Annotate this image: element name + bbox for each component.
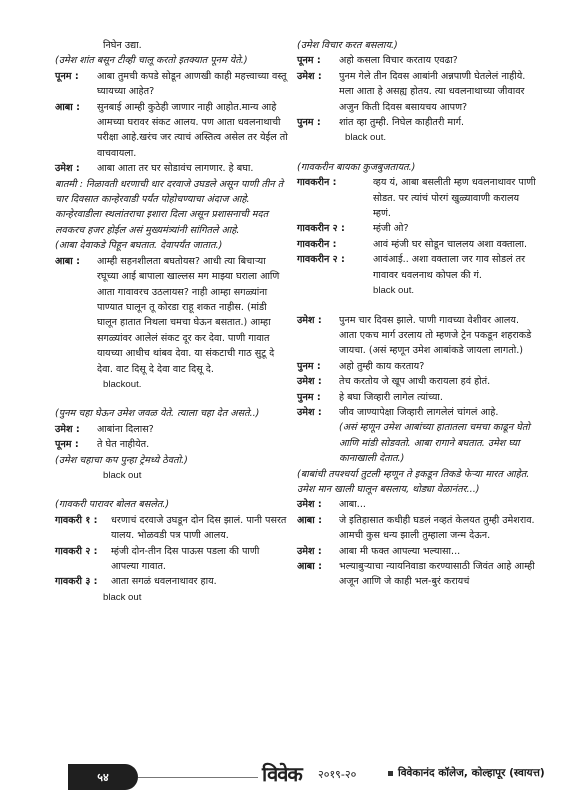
stage-direction: (उमेश विचार करत बसलाय.)	[297, 40, 398, 51]
speaker: उमेश :	[297, 376, 322, 388]
dialogue-text: आवं म्हंजी घर सोडून चाललय अशा वक्ताला.	[373, 238, 528, 250]
dialogue-text: जीव जाण्यापेक्षा जिव्हारी लागलेलं चांगलं आहे.	[339, 406, 499, 418]
dialogue-text: म्हंजी ओ?	[373, 223, 409, 235]
speaker: गावकरीन २ :	[297, 223, 345, 235]
dialogue-text: अहो तुम्ही काय करताय?	[339, 360, 425, 372]
blackout-cue: black out	[103, 591, 142, 603]
speaker: उमेश :	[55, 423, 80, 435]
dialogue-line	[297, 559, 539, 590]
speaker: गावकरीन :	[297, 238, 337, 250]
speaker: उमेश :	[297, 545, 322, 557]
stage-direction: (पुनम चहा घेऊन उमेश जवळ येते. त्याला चहा देत असते..)	[55, 408, 260, 420]
stage-direction: (गावकरी पारावर बोलत बसलेत.)	[55, 499, 170, 511]
dialogue-line	[297, 544, 539, 559]
dialogue-line	[297, 405, 539, 420]
blackout-cue: blackout.	[103, 378, 142, 390]
dialogue-line	[55, 544, 288, 575]
speaker: गावकरी २ :	[55, 545, 98, 557]
stage-direction: (बाबांची तपश्चर्या तुटली म्हणून ते इकडून तिकडे फेऱ्या मारत आहेत. उमेश मान खाली घालून बसलाय, थोड्या वेळानंतर...)	[297, 468, 530, 495]
dialogue-line	[55, 437, 288, 452]
speaker: पूनम :	[297, 55, 321, 67]
dialogue-text: पुनम चार दिवस झाले. पाणी गावच्या वेशीवर आलय. आता एकच मार्ग उरलाय तो म्हणजे ट्रेन पकडून शहराकडे जायचा. (असं म्हणून उमेश आबांकडे जायला लागतो.)	[339, 314, 532, 357]
stage-direction: (उमेश शांत बसून टीव्ही चालू करतो इतक्यात पूनम येते.)	[55, 55, 248, 67]
speaker: गावकरी १ :	[55, 514, 98, 526]
dialogue-text: व्हय यं, आबा बसलीती म्हण धवलनाथावर पाणी सोडत. पर त्यांचं पोरगं खुळ्यावाणी करालय म्हणं.	[373, 177, 536, 220]
dialogue-line	[297, 252, 539, 283]
speaker: पुनम :	[297, 360, 321, 372]
dialogue-text: म्हंजी दोन-तीन दिस पाऊस पडला की पाणी आपल्या गावात.	[111, 545, 260, 572]
dialogue-line	[297, 115, 539, 130]
speaker: पुनम :	[297, 391, 321, 403]
right-column	[297, 38, 539, 590]
dialogue-line	[297, 53, 539, 68]
dialogue-line	[55, 254, 288, 377]
speaker: गावकरीन २ :	[297, 254, 345, 266]
dialogue-line	[55, 161, 288, 176]
speaker: उमेश :	[55, 163, 80, 175]
speaker: आबा :	[297, 561, 322, 572]
dialogue-line	[297, 497, 539, 512]
left-column	[55, 38, 288, 605]
dialogue-line	[297, 313, 539, 359]
dialogue-line	[297, 221, 539, 236]
dialogue-line	[55, 69, 288, 100]
dialogue-text: आम्ही सहनशीलता बघतोयस? आधी त्या बिचाऱ्या रघूच्या आई बापाला खाल्लस मग माझ्या घराला आणि आता गावावरच उठलायस? नाही आम्हा सगळ्यांना पाण्यात घालून तू कोरडा राहू शकत नाहीस. (मांडी घालून हातात निथला चमचा घेऊन बसतात.) आम्हा सगळ्यांवर आलेलं संकट दूर कर देवा. पाणी गावात यायच्या आधीच थांबव देवा. या संकटाची गाठ सुटू दे देवा. वाट दिसू दे देवा वाट दिसू दे.	[97, 255, 280, 375]
speaker: आबा :	[297, 514, 322, 526]
news-bulletin: बातमी : निळावती धरणाची धार दरवाजे उघडले असून पाणी तीन ते चार दिवसात कान्हेरवाडी पर्यंत पोहोचण्याचा अंदाज आहे. कान्हेरवाडीला स्थलांतराचा इशारा दिला असून प्रशासनाची मदत लवकरच हजर होईल असं मुख्यमंत्र्यांनी सांगितले आहे.	[55, 178, 284, 236]
speaker: आबा :	[55, 255, 80, 267]
dialogue-text: सुनबाई आम्ही कुठेही जाणार नाही आहोत.मान्य आहे आमच्या घरावर संकट आलय. पण आता धवलनाथाची परीक्षा आहे.खरंच जर त्याचं अस्तित्व असेल तर येईल तो वाचवायला.	[97, 101, 288, 159]
continuation-line: निघेन उद्या.	[103, 40, 142, 51]
dialogue-text: भल्याबुऱ्याचा न्यायनिवाडा करण्यासाठी जिवंत आहे आम्ही अजून आणि जे काही भल-बुरं करायचं	[339, 561, 535, 588]
page-number: ५४	[68, 764, 138, 790]
college-name: विवेकानंद कॉलेज, कोल्हापूर (स्वायत्त)	[398, 767, 545, 779]
dialogue-line	[297, 359, 539, 374]
speaker: पूनम :	[55, 439, 79, 451]
dialogue-text: पुनम गेले तीन दिवस आबांनी अन्नपाणी घेतलेलं नाहीये. मला आता हे असह्य होतय. त्या धवलनाथाच्या जीवावर अजुन किती दिवस बसायचय आपण?	[339, 70, 526, 113]
dialogue-text: धरणाचं दरवाजे उघडून दोन दिस झालं. पानी पसरत यालय. भोळवडी पत्र पाणी आलय.	[111, 514, 287, 542]
dialogue-line	[297, 175, 539, 221]
dialogue-text: आबा आता तर घर सोडावंच लागणार. हे बघा.	[97, 163, 254, 175]
speaker: गावकरी ३ :	[55, 576, 98, 588]
dialogue-text: आबांना दिलास?	[97, 423, 154, 435]
speaker: गावकरीन :	[297, 177, 337, 189]
dialogue-line	[297, 390, 539, 405]
speaker: पूनम :	[55, 70, 79, 82]
dialogue-line	[297, 69, 539, 115]
stage-direction: (उमेश चहाचा कप पुन्हा ट्रेमध्ये ठेवतो.)	[55, 454, 188, 466]
dialogue-line	[55, 100, 288, 162]
dialogue-line	[297, 513, 539, 544]
dialogue-text: आता सगळं धवलनाथावर हाय.	[111, 576, 217, 588]
dialogue-line	[297, 374, 539, 389]
dialogue-line	[55, 513, 288, 544]
dialogue-line	[55, 574, 288, 589]
speaker: उमेश :	[297, 314, 322, 326]
stage-direction: (आबा देवाकडे पिहून बघतात. देवापर्यंत जातात.)	[55, 240, 223, 252]
stage-direction: (गावकरीन बायका कुजबुजतायत.)	[297, 161, 416, 173]
speaker: उमेश :	[297, 70, 322, 82]
dialogue-text: तेच करतोय जे खूप आधी करायला हवं होतं.	[339, 376, 491, 388]
speaker: उमेश :	[297, 406, 322, 418]
speaker: आबा :	[55, 101, 80, 113]
dialogue-text: ते घेत नाहीयेत.	[97, 439, 150, 451]
dialogue-line	[297, 237, 539, 252]
blackout-cue: black out.	[373, 285, 415, 297]
blackout-cue: black out	[103, 469, 142, 481]
magazine-logo: विवेक	[262, 762, 302, 786]
dialogue-text: हे बघा जिव्हारी लागेल त्यांच्या.	[339, 391, 443, 403]
dialogue-text: आबा तुमची कपडे सोडून आणखी काही महत्त्वाच्या वस्तू घ्यायच्या आहेत?	[97, 70, 287, 98]
dialogue-text: आबा...	[339, 499, 366, 511]
dialogue-text: आबा मी फक्त आपल्या भल्यासा...	[339, 545, 461, 557]
speaker: पुनम :	[297, 117, 321, 129]
page-footer	[0, 752, 580, 800]
edition-year: २०१९-२०	[318, 768, 357, 781]
dialogue-text: शांत व्हा तुम्ही. निघेल काहीतरी मार्ग.	[339, 117, 465, 129]
speaker: उमेश :	[297, 499, 322, 511]
square-bullet-icon	[388, 771, 393, 776]
blackout-cue: black out.	[345, 132, 387, 144]
stage-direction: (असं म्हणून उमेश आबांच्या हातातला चमचा काढून घेतो आणि मांडी सोडवतो. आबा रागाने बघतात. उमेश घ्या कानाखाली देतात.)	[339, 422, 530, 465]
dialogue-text: अहो कसला विचार करताय एवढा?	[339, 55, 458, 67]
dialogue-text: आवंआई.. अशा वक्ताला जर गाव सोडलं तर गावावर धवलनाथ कोपल की गं.	[373, 254, 526, 281]
footer-rule	[138, 777, 258, 778]
dialogue-text: जे इतिहासात कधीही घडलं नव्हतं केलयत तुम्ही उमेशराव. आमची कुस धन्य झाली तुम्हाला जन्म देऊन.	[339, 514, 535, 542]
dialogue-line	[55, 422, 288, 437]
